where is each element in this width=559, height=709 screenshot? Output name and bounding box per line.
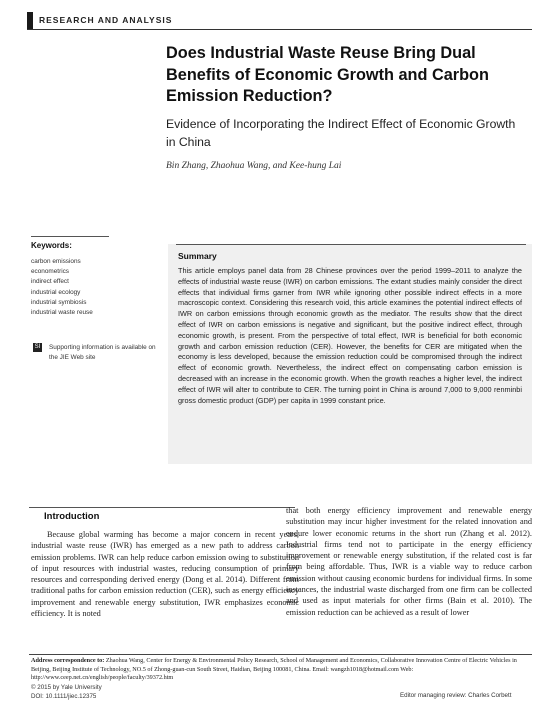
intro-heading: Introduction xyxy=(44,511,100,522)
footer-rule xyxy=(29,654,532,655)
intro-column-left: Because global warming has become a major concern in recent years, industrial waste reuse (IWR) has emerged as a new path to address carbon emission problems. IWR can help reduce carbon emission owing to substitution of input resources with industrial wastes, reducing consumption of primary resources and corresponding derived energy (Dong et al. 2014). Different from traditional paths for carbon emission reduction (CER), such as energy efficiency improvement and renewable energy substitution, IWR emphasizes economic efficiency. It is noted xyxy=(31,530,299,619)
keywords-title: Keywords: xyxy=(31,241,72,250)
intro-column-right: that both energy efficiency improvement and renewable energy substitution may incur higher investment for the related innovation and endure lower economic returns in the short run (Zhang et al. 2012). Industrial firms tend not to participate in the energy efficiency improvement or renewable energy substitution, if the related cost is far from being affordable. Thus, IWR is a viable way to reduce carbon emission without causing economic burdens for individual firms. In some instances, the industrial waste discharged from one firm can be collected and used as input materials for other firms (Bain et al. 2010). The emission reduction can be achieved as a result of lower xyxy=(286,506,532,617)
copyright: © 2015 by Yale University xyxy=(31,684,102,691)
keyword-item[interactable]: econometrics xyxy=(31,268,70,276)
keyword-item[interactable]: industrial symbiosis xyxy=(31,298,87,306)
copyright-block xyxy=(31,684,102,701)
header-rule xyxy=(27,29,532,30)
doi[interactable]: DOI: 10.1111/jiec.12375 xyxy=(31,692,97,700)
keywords-list xyxy=(31,257,93,318)
article-subtitle: Evidence of Incorporating the Indirect Effect of Economic Growth in China xyxy=(166,117,516,149)
supporting-info-link[interactable]: Supporting information is available on the JIE Web site xyxy=(49,344,156,361)
editor-note: Editor managing review: Charles Corbett xyxy=(400,692,512,699)
keyword-item[interactable]: industrial ecology xyxy=(31,288,81,296)
keyword-item[interactable]: indirect effect xyxy=(31,278,69,286)
intro-rule xyxy=(29,507,295,508)
correspondence-address xyxy=(31,657,532,683)
supporting-info-icon: SI xyxy=(34,344,41,350)
section-marker xyxy=(27,12,33,29)
keywords-rule xyxy=(31,236,109,237)
address-label: Address correspondence to: xyxy=(31,657,105,664)
summary-title: Summary xyxy=(178,251,217,261)
keyword-item[interactable]: carbon emissions xyxy=(31,258,81,265)
keyword-item[interactable]: industrial waste reuse xyxy=(31,309,93,317)
summary-text: This article employs panel data from 28 Chinese provinces over the period 1999–2011 to analyze the effects of industrial waste reuse (IWR) on carbon emissions. The extant studies mainly consider the direct effects that individual firms garner from IWR while ignoring other possible indirect effects in a more macroscopic context. Considering this research void, this article examines the potential indirect effects of IWR on carbon emissions through economic growth as the mediator. The results show that the direct effect of IWR on carbon emissions is negative and significant, but the positive indirect effect, through economic growth, is present. From the perspective of total effect, IWR is beneficial for both economic growth and carbon emission reduction (CER). However, the benefits for CER are mitigated when the economy is less developed, because the emission reduction could be compromised through the indirect effect of economic growth. Nevertheless, the indirect effect on compensating carbon emission is decreased with an increase in the economic growth. When the growth reaches a higher level, the indirect effect of IWR will alter to contribute to CER. The turning point in China is around 7,000 to 9,000 renminbi gross domestic product (GDP) per capita in 1999 constant price. xyxy=(178,266,522,405)
summary-rule xyxy=(176,244,526,245)
section-label: RESEARCH AND ANALYSIS xyxy=(39,15,173,25)
article-title: Does Industrial Waste Reuse Bring Dual Benefits of Economic Growth and Carbon Emission Reduction? xyxy=(166,44,489,105)
article-authors: Bin Zhang, Zhaohua Wang, and Kee-hung Lai xyxy=(166,161,342,171)
address-text[interactable]: Zhaohua Wang, Center for Energy & Environmental Policy Research, School of Management and Economics, Collaborative Innovation Centre of Electric Vehicles in Beijing, Beijing Institute of Technology, NO.5 of Zhong-guan-cun South Street, Haidian, Beijing 100081, China. Email: wangzh1018@hotmail.com Web: http://www.ceep.net.cn/english/people/faculty/39372.htm xyxy=(31,657,517,682)
